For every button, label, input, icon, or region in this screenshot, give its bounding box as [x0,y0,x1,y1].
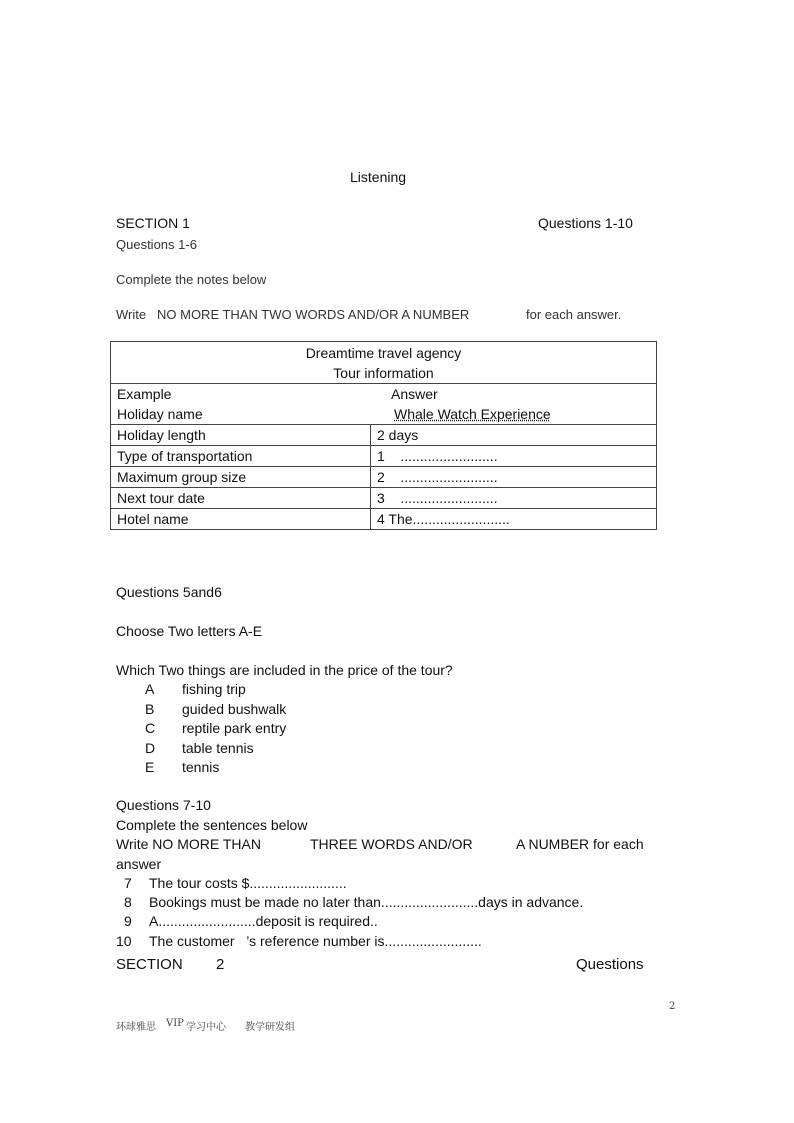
sentence-text: The tour costs $......................... [149,875,347,891]
option-letter: A [145,681,155,697]
value-cell: 1 ......................... [371,446,657,467]
sentence-item [116,894,583,910]
write-limit-b: THREE WORDS AND/OR [310,836,473,852]
questions-5-6-instruction: Choose Two letters A-E [116,623,263,639]
table-row [111,509,657,530]
table-header [111,342,657,384]
sentence-item [116,875,347,891]
table-row [111,446,657,467]
option-letter: C [145,720,156,736]
questions-5-6-label: Questions 5and6 [116,584,222,600]
table-header-subtitle: Tour information [333,365,434,381]
sentence-text: Bookings must be made no later than.........................days in advance. [149,894,584,910]
write-limit-a: Write NO MORE THAN [116,836,261,852]
field-cell: Holiday length [111,425,371,446]
field-cell: Hotel name [111,509,371,530]
sentence-number: 7 [124,875,132,891]
sentence-number: 8 [124,894,132,910]
footer-group: 教学研发组 [245,1022,295,1033]
write-prefix: Write [116,307,147,322]
answer-label: Answer [391,386,438,402]
field-cell: Type of transportation [111,446,371,467]
questions-7-10-instruction: Complete the sentences below [116,817,308,833]
table-header-title: Dreamtime travel agency [305,345,462,361]
option-text: reptile park entry [182,720,287,736]
option-e [145,759,219,775]
section-2-label: SECTION [116,956,183,973]
footer-vip: VIP [166,1018,184,1029]
sentence-item [116,913,378,929]
value-cell: 4 The......................... [371,509,657,530]
questions-1-6-label: Questions 1-6 [116,237,197,252]
example-label: Example [117,386,172,402]
section-2-number: 2 [216,956,225,973]
questions-5-6-question: Which Two things are included in the price of the tour? [116,662,453,678]
option-letter: E [145,759,155,775]
tour-info-table [110,341,657,530]
option-text: guided bushwalk [182,701,287,717]
value-cell: 2 ......................... [371,467,657,488]
option-d [145,740,254,756]
sentence-text: The customer ’s reference number is......................... [149,933,482,949]
notes-instruction: Complete the notes below [116,272,267,287]
page-number: 2 [669,1001,676,1012]
footer-org: 环球雅思 [116,1022,156,1033]
option-a [145,681,246,697]
option-text: tennis [182,759,220,775]
option-letter: B [145,701,155,717]
option-text: fishing trip [182,681,246,697]
write-limit-c: A NUMBER for each [516,836,644,852]
questions-7-10-label: Questions 7-10 [116,797,211,813]
field-cell: Next tour date [111,488,371,509]
value-cell: 2 days [371,425,657,446]
sentence-number: 9 [124,913,132,929]
section-1-questions: Questions 1-10 [538,215,633,231]
write-limit-d: answer [116,856,162,872]
field-cell: Maximum group size [111,467,371,488]
sentence-item [116,933,482,949]
option-text: table tennis [182,740,254,756]
option-letter: D [145,740,156,756]
table-row [111,425,657,446]
example-cell [111,384,657,425]
page-title: Listening [350,169,407,185]
write-limit: NO MORE THAN TWO WORDS AND/OR A NUMBER [157,307,470,322]
section-2-questions: Questions [576,956,644,973]
section-1-label: SECTION 1 [116,215,190,231]
sentence-number: 10 [116,933,132,949]
example-field: Holiday name [117,406,203,422]
example-answer: Whale Watch Experience [394,406,551,422]
table-row [111,488,657,509]
sentence-text: A.........................deposit is required.. [149,913,378,929]
value-cell: 3 ......................... [371,488,657,509]
footer-center: 学习中心 [186,1022,226,1033]
option-c [145,720,286,736]
option-b [145,701,286,717]
write-suffix: for each answer. [526,307,622,322]
table-row [111,467,657,488]
